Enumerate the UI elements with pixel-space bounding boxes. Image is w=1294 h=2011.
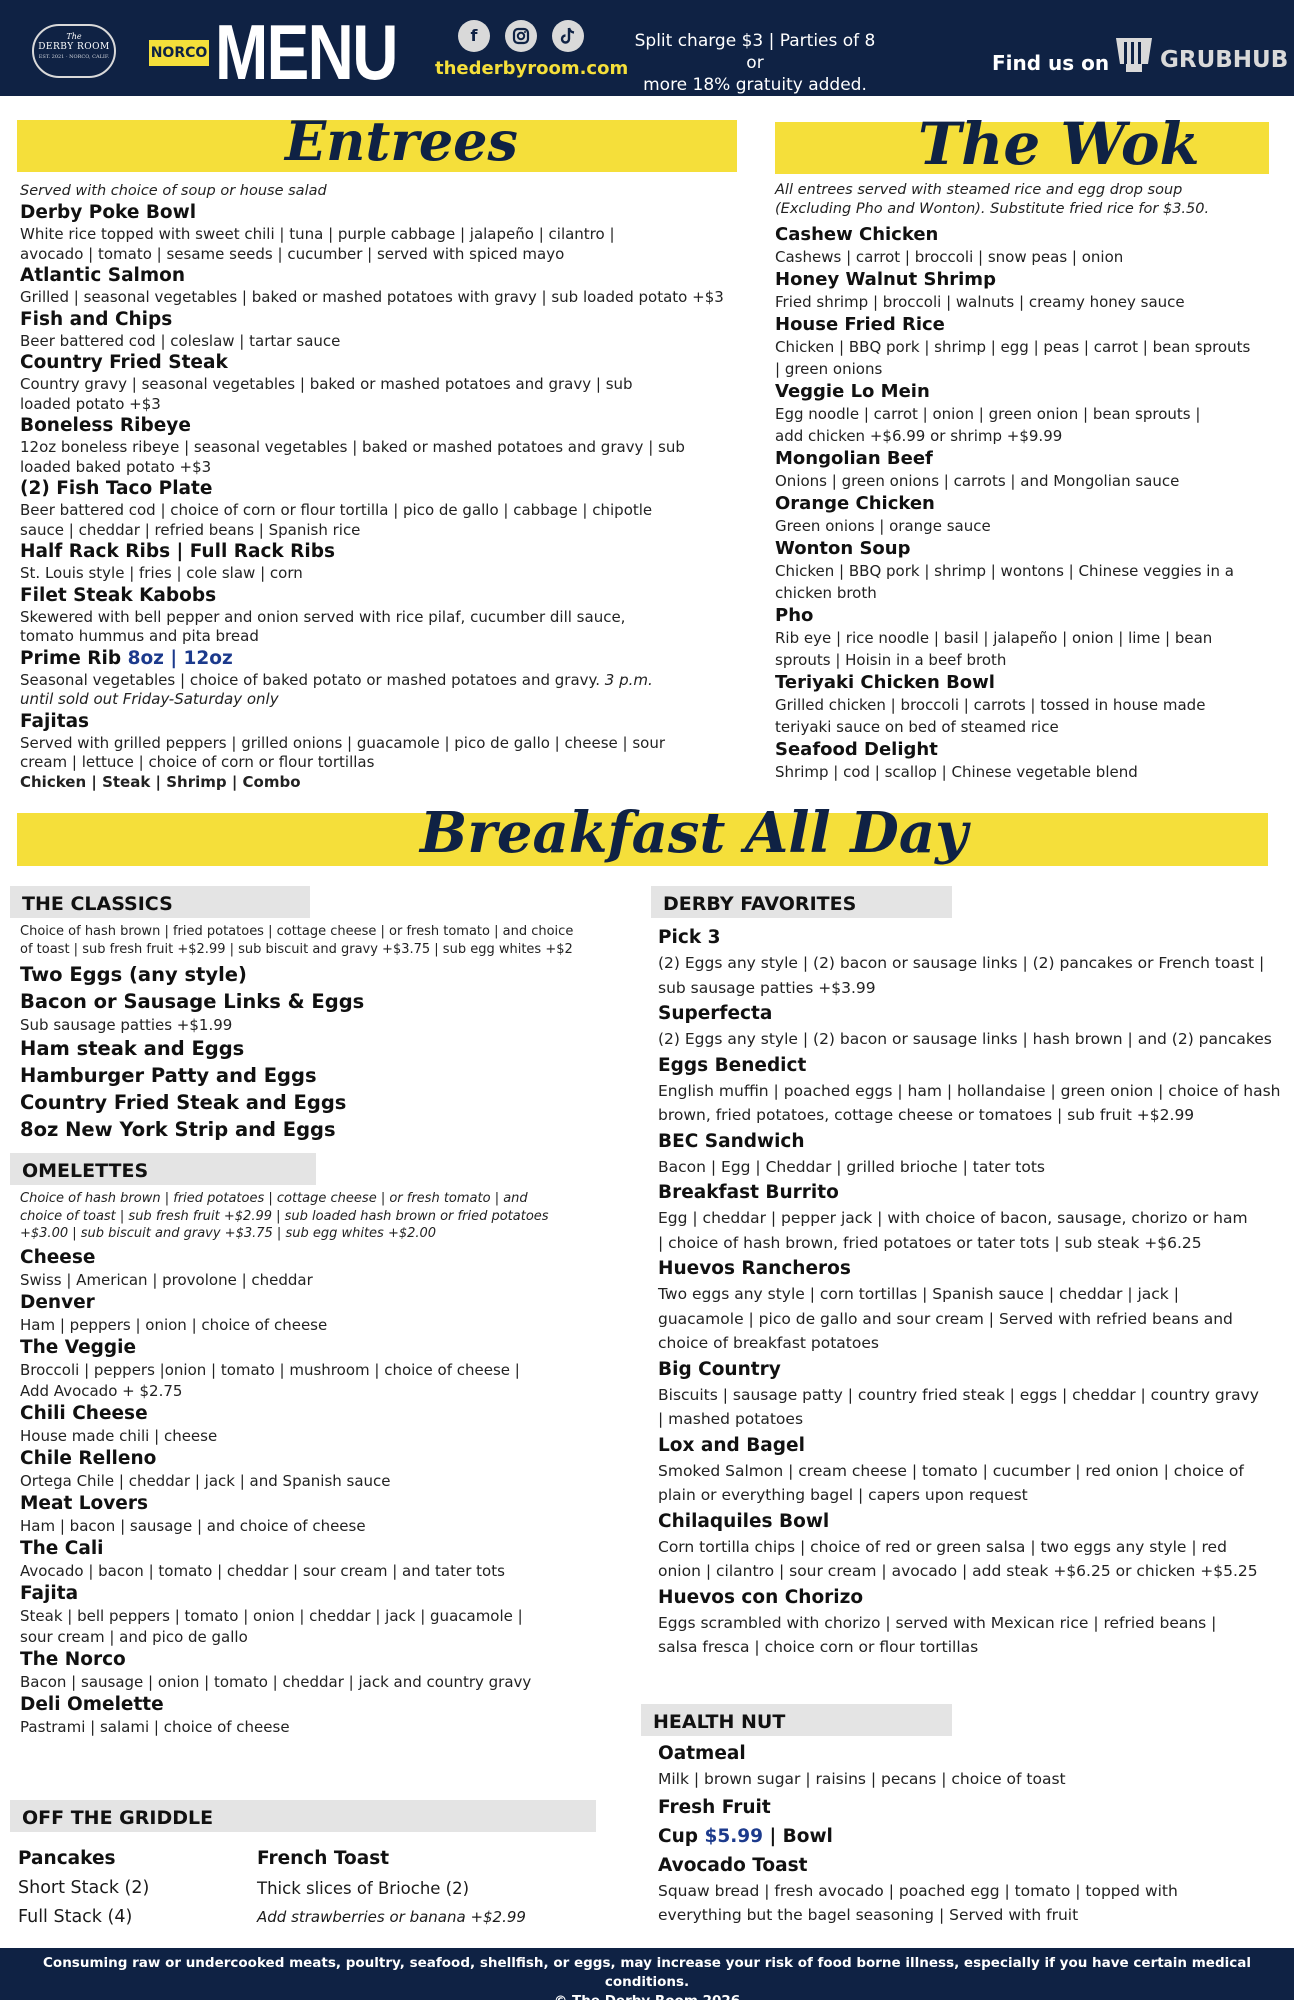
health-nut-list <box>658 1740 1278 1928</box>
menu-item-desc: House made chili | cheese <box>20 1426 218 1445</box>
menu-item-name <box>20 647 740 671</box>
menu-item-name: Bacon or Sausage Links & Eggs <box>20 990 365 1013</box>
menu-item-desc: Cashews | carrot | broccoli | snow peas | onion <box>775 248 1124 266</box>
menu-item-desc: Skewered with bell pepper and onion served with rice pilaf, cucumber dill sauce, <box>20 607 626 626</box>
page-title: MENU <box>215 8 397 96</box>
wok-heading: The Wok <box>918 110 1200 178</box>
classics-header: THE CLASSICS <box>10 886 310 918</box>
menu-item-desc: add chicken +$6.99 or shrimp +$9.99 <box>775 427 1063 445</box>
menu-item-name: Lox and Bagel <box>658 1434 805 1456</box>
fresh-fruit-name: Fresh Fruit <box>658 1796 771 1818</box>
menu-item-desc: Ham | peppers | onion | choice of cheese <box>20 1315 328 1334</box>
menu-item-name: Ham steak and Eggs <box>20 1037 245 1060</box>
menu-item-name: Pick 3 <box>658 927 721 948</box>
oatmeal-name: Oatmeal <box>658 1743 746 1764</box>
prime-rib-availability: until sold out Friday-Saturday only <box>20 690 279 708</box>
menu-item-desc: Onions | green onions | carrots | and Mongolian sauce <box>775 472 1180 490</box>
pancakes-title: Pancakes <box>18 1848 116 1869</box>
menu-item-name: Chile Relleno <box>20 1447 157 1469</box>
oatmeal-desc: Milk | brown sugar | raisins | pecans | choice of toast <box>658 1770 1066 1788</box>
menu-item-name: 8oz New York Strip and Eggs <box>20 1118 336 1141</box>
derby-room-logo: The DERBY ROOM EST. 2021 · NORCO, CALIF. <box>32 24 116 78</box>
prime-rib-desc: Seasonal vegetables | choice of baked potato or mashed potatoes and gravy. <box>20 670 605 689</box>
website-link[interactable]: thederbyroom.com <box>435 58 629 79</box>
menu-item-desc: Green onions | orange sauce <box>775 517 991 535</box>
menu-item-desc: Egg noodle | carrot | onion | green onion | bean sprouts | <box>775 405 1201 423</box>
menu-item-name: Eggs Benedict <box>658 1054 807 1076</box>
menu-item-desc: onion | cilantro | sour cream | avocado | add steak +$6.25 or chicken +$5.25 <box>658 1562 1258 1580</box>
menu-item-name: Meat Lovers <box>20 1492 148 1514</box>
menu-item-desc: brown, fried potatoes, cottage cheese or tomatoes | sub fruit +$2.99 <box>658 1106 1195 1124</box>
menu-item-desc: Country gravy | seasonal vegetables | baked or mashed potatoes and gravy | sub <box>20 375 633 393</box>
pancakes-block <box>18 1845 149 1932</box>
menu-item-desc: cream | lettuce | choice of corn or flour tortillas <box>20 753 375 771</box>
menu-item-name: Superfecta <box>658 1003 773 1024</box>
wok-note <box>775 181 1209 219</box>
wok-list <box>775 223 1275 783</box>
menu-item-desc: loaded baked potato +$3 <box>20 457 212 476</box>
omelettes-header: OMELETTES <box>10 1153 316 1185</box>
menu-item-desc: Shrimp | cod | scallop | Chinese vegetable blend <box>775 763 1138 781</box>
menu-item-desc: Add Avocado + $2.75 <box>20 1381 183 1400</box>
menu-item-desc: (2) Eggs any style | (2) bacon or sausage links | (2) pancakes or French toast | <box>658 954 1265 972</box>
favorites-list <box>658 924 1288 1660</box>
location-badge: NORCO <box>149 40 209 66</box>
menu-item-name: Teriyaki Chicken Bowl <box>775 672 995 693</box>
menu-item-desc: | choice of hash brown, fried potatoes or tater tots | sub steak +$6.25 <box>658 1233 1202 1252</box>
find-us-label: Find us on <box>992 51 1110 75</box>
fresh-fruit-price: $5.99 <box>704 1825 763 1847</box>
menu-item-desc: Bacon | Egg | Cheddar | grilled brioche | tater tots <box>658 1157 1045 1176</box>
menu-item-desc: Beer battered cod | coleslaw | tartar sauce <box>20 331 341 350</box>
french-toast-desc: Thick slices of Brioche (2) <box>257 1879 470 1898</box>
griddle-header: OFF THE GRIDDLE <box>10 1800 596 1832</box>
menu-item-name: The Veggie <box>20 1336 137 1358</box>
menu-item-name: Fajita <box>20 1582 79 1604</box>
menu-item-desc: English muffin | poached eggs | ham | hollandaise | green onion | choice of hash <box>658 1081 1281 1100</box>
menu-item-desc: plain or everything bagel | capers upon request <box>658 1486 1028 1504</box>
avocado-toast-desc-2: everything but the bagel seasoning | Served with fruit <box>658 1906 1079 1924</box>
breakfast-heading: Breakfast All Day <box>420 800 968 866</box>
facebook-icon[interactable]: f <box>458 20 490 52</box>
menu-item-desc: | mashed potatoes <box>658 1410 804 1428</box>
menu-item-name: Chilaquiles Bowl <box>658 1510 830 1532</box>
entrees-list <box>20 201 740 792</box>
menu-item-desc: Ham | bacon | sausage | and choice of cheese <box>20 1516 366 1535</box>
menu-item-name: The Cali <box>20 1537 104 1559</box>
menu-item-desc: Smoked Salmon | cream cheese | tomato | cucumber | red onion | choice of <box>658 1461 1244 1480</box>
menu-item-desc: 12oz boneless ribeye | seasonal vegetables | baked or mashed potatoes and gravy | sub <box>20 438 685 456</box>
menu-item-desc: avocado | tomato | sesame seeds | cucumber | served with spiced mayo <box>20 244 565 263</box>
instagram-icon[interactable] <box>505 20 537 52</box>
footer-warning: Consuming raw or undercooked meats, poultry, seafood, shellfish, or eggs, may increase your risk of food borne illness, especially if you have certain medical conditions. <box>43 1955 1251 1990</box>
pancakes-full-stack: Full Stack (4) <box>18 1907 133 1927</box>
french-toast-title: French Toast <box>257 1848 390 1869</box>
classics-note-line: Choice of hash brown | fried potatoes | cottage cheese | or fresh tomato | and choice <box>20 924 574 939</box>
menu-item-name: Fajitas <box>20 710 90 732</box>
grubhub-logo-text[interactable]: GRUBHUB <box>1160 47 1289 73</box>
menu-item-name: Half Rack Ribs | Full Rack Ribs <box>20 541 336 562</box>
menu-item-desc: Two eggs any style | corn tortillas | Spanish sauce | cheddar | jack | <box>658 1285 1179 1303</box>
menu-item-desc: Chicken | BBQ pork | shrimp | wontons | Chinese veggies in a <box>775 562 1234 580</box>
menu-item-name: Filet Steak Kabobs <box>20 584 217 606</box>
menu-item-desc: White rice topped with sweet chili | tuna | purple cabbage | jalapeño | cilantro | <box>20 225 615 243</box>
menu-item-name: Denver <box>20 1291 95 1313</box>
prime-rib-hours: 3 p.m. <box>604 670 653 689</box>
french-toast-note: Add strawberries or banana +$2.99 <box>257 1908 526 1926</box>
avocado-toast-desc-1: Squaw bread | fresh avocado | poached egg | tomato | topped with <box>658 1881 1178 1900</box>
menu-item-desc: Biscuits | sausage patty | country fried steak | eggs | cheddar | country gravy <box>658 1385 1259 1404</box>
favorites-header: DERBY FAVORITES <box>651 886 952 918</box>
health-nut-header: HEALTH NUT <box>641 1704 952 1736</box>
menu-item-name: The Norco <box>20 1648 126 1670</box>
menu-item-desc: | green onions <box>775 360 883 378</box>
omelettes-note-line: Choice of hash brown | fried potatoes | cottage cheese | or fresh tomato | and <box>20 1191 528 1206</box>
menu-item-name: Cheese <box>20 1246 96 1268</box>
menu-item-desc: Egg | cheddar | pepper jack | with choice of bacon, sausage, chorizo or ham <box>658 1209 1248 1227</box>
menu-item-name: Huevos Rancheros <box>658 1258 851 1279</box>
menu-item-name: Cashew Chicken <box>775 224 939 245</box>
menu-item-desc: loaded potato +$3 <box>20 394 161 413</box>
french-toast-block <box>257 1845 526 1932</box>
menu-item-desc: (2) Eggs any style | (2) bacon or sausage links | hash brown | and (2) pancakes <box>658 1030 1272 1048</box>
menu-item-name: Atlantic Salmon <box>20 265 186 286</box>
menu-item-desc: Grilled chicken | broccoli | carrots | tossed in house made <box>775 696 1206 714</box>
menu-item-name: Honey Walnut Shrimp <box>775 269 996 290</box>
menu-item-desc: Avocado | bacon | tomato | cheddar | sour cream | and tater tots <box>20 1561 505 1580</box>
omelettes-note-line: +$3.00 | sub biscuit and gravy +$3.75 | sub egg whites +$2.00 <box>20 1226 437 1241</box>
menu-item-name: House Fried Rice <box>775 314 945 335</box>
menu-item-desc: Broccoli | peppers |onion | tomato | mushroom | choice of cheese | <box>20 1360 520 1379</box>
menu-item-desc: choice of breakfast potatoes <box>658 1334 879 1352</box>
menu-item-desc: Chicken | BBQ pork | shrimp | egg | peas | carrot | bean sprouts <box>775 338 1251 356</box>
menu-item-name: Pho <box>775 605 814 626</box>
menu-item-desc: Rib eye | rice noodle | basil | jalapeño | onion | lime | bean <box>775 629 1213 647</box>
menu-item-desc: Steak | bell peppers | tomato | onion | cheddar | jack | guacamole | <box>20 1606 523 1625</box>
menu-item-name: (2) Fish Taco Plate <box>20 478 213 499</box>
omelettes-list <box>20 1190 640 1738</box>
menu-item-name: Veggie Lo Mein <box>775 381 930 402</box>
menu-item-desc: sauce | cheddar | refried beans | Spanish rice <box>20 520 361 539</box>
avocado-toast-name: Avocado Toast <box>658 1854 808 1876</box>
menu-item-desc: Bacon | sausage | onion | tomato | cheddar | jack and country gravy <box>20 1672 532 1691</box>
pancakes-short-stack: Short Stack (2) <box>18 1878 150 1898</box>
menu-item-desc: chicken broth <box>775 584 877 602</box>
menu-item-desc: St. Louis style | fries | cole slaw | corn <box>20 564 303 582</box>
menu-item-name: Fish and Chips <box>20 308 173 330</box>
menu-item-name: Chili Cheese <box>20 1402 148 1424</box>
menu-item-desc: Swiss | American | provolone | cheddar <box>20 1270 313 1289</box>
menu-item-name: Wonton Soup <box>775 538 911 559</box>
menu-item-desc: Grilled | seasonal vegetables | baked or mashed potatoes with gravy | sub loaded potato +$3 <box>20 288 724 306</box>
menu-item-desc: sprouts | Hoisin in a beef broth <box>775 651 1007 669</box>
menu-item-name: Seafood Delight <box>775 739 938 760</box>
menu-item-desc: Served with grilled peppers | grilled onions | guacamole | pico de gallo | cheese | sour <box>20 733 666 752</box>
menu-item-desc: Fried shrimp | broccoli | walnuts | creamy honey sauce <box>775 293 1185 311</box>
footer-copyright: © The Derby Room 2026 <box>553 1993 741 2009</box>
menu-item-name: Country Fried Steak <box>20 352 228 373</box>
menu-item-name: Two Eggs (any style) <box>20 963 247 986</box>
menu-item-name: Breakfast Burrito <box>658 1182 839 1203</box>
fresh-fruit-sizes: Cup $5.99 | Bowl <box>658 1825 833 1847</box>
menu-item-name: Country Fried Steak and Eggs <box>20 1091 347 1114</box>
menu-item-desc: sub sausage patties +$3.99 <box>658 978 876 997</box>
tiktok-icon[interactable] <box>552 20 584 52</box>
menu-item-name: Mongolian Beef <box>775 448 933 469</box>
menu-item-desc <box>20 671 740 691</box>
entrees-note: Served with choice of soup or house salad <box>20 183 327 199</box>
menu-item-name: Huevos con Chorizo <box>658 1586 864 1608</box>
wok-note-line: All entrees served with steamed rice and egg drop soup <box>775 182 1183 198</box>
menu-item-desc: guacamole | pico de gallo and sour cream | Served with refried beans and <box>658 1309 1233 1328</box>
wok-note-line: (Excluding Pho and Wonton). Substitute fried rice for $3.50. <box>775 201 1210 217</box>
classics-list <box>20 923 640 1143</box>
entrees-heading: Entrees <box>285 109 518 173</box>
fajita-protein-options: Chicken | Steak | Shrimp | Combo <box>20 772 301 791</box>
classics-note-line: of toast | sub fresh fruit +$2.99 | sub biscuit and gravy +$3.75 | sub egg whites +$2 <box>20 941 573 957</box>
menu-item-name: Derby Poke Bowl <box>20 202 197 223</box>
menu-item-desc: sour cream | and pico de gallo <box>20 1627 248 1646</box>
menu-item-name: BEC Sandwich <box>658 1130 805 1152</box>
menu-item-name: Big Country <box>658 1358 781 1380</box>
menu-item-desc: Beer battered cod | choice of corn or flour tortilla | pico de gallo | cabbage | chipotle <box>20 501 653 519</box>
menu-item-name: Orange Chicken <box>775 493 935 514</box>
menu-item-name: Hamburger Patty and Eggs <box>20 1064 317 1087</box>
menu-item-desc: Sub sausage patties +$1.99 <box>20 1016 233 1034</box>
split-charge-note: Split charge $3 | Parties of 8 or more 18% gratuity added. <box>634 31 876 95</box>
menu-item-name: Boneless Ribeye <box>20 415 191 436</box>
grubhub-fork-icon <box>1112 34 1156 74</box>
menu-item-desc: Corn tortilla chips | choice of red or green salsa | two eggs any style | red <box>658 1537 1227 1556</box>
header-bar <box>0 0 1294 96</box>
menu-item-desc: Ortega Chile | cheddar | jack | and Spanish sauce <box>20 1471 391 1490</box>
menu-item-desc: teriyaki sauce on bed of steamed rice <box>775 718 1059 736</box>
menu-item-desc: Eggs scrambled with chorizo | served with Mexican rice | refried beans | <box>658 1613 1217 1632</box>
prime-rib-sizes: 8oz | 12oz <box>121 647 233 669</box>
menu-item-name: Deli Omelette <box>20 1693 164 1715</box>
menu-item-desc: salsa fresca | choice corn or flour tortillas <box>658 1638 979 1656</box>
menu-item-desc: tomato hummus and pita bread <box>20 627 259 645</box>
footer-disclaimer <box>0 1948 1294 2009</box>
menu-item-desc: Pastrami | salami | choice of cheese <box>20 1717 290 1736</box>
omelettes-note-line: choice of toast | sub fresh fruit +$2.99 | sub loaded hash brown or fried potatoes <box>20 1208 549 1224</box>
prime-rib-name: Prime Rib <box>20 647 122 669</box>
